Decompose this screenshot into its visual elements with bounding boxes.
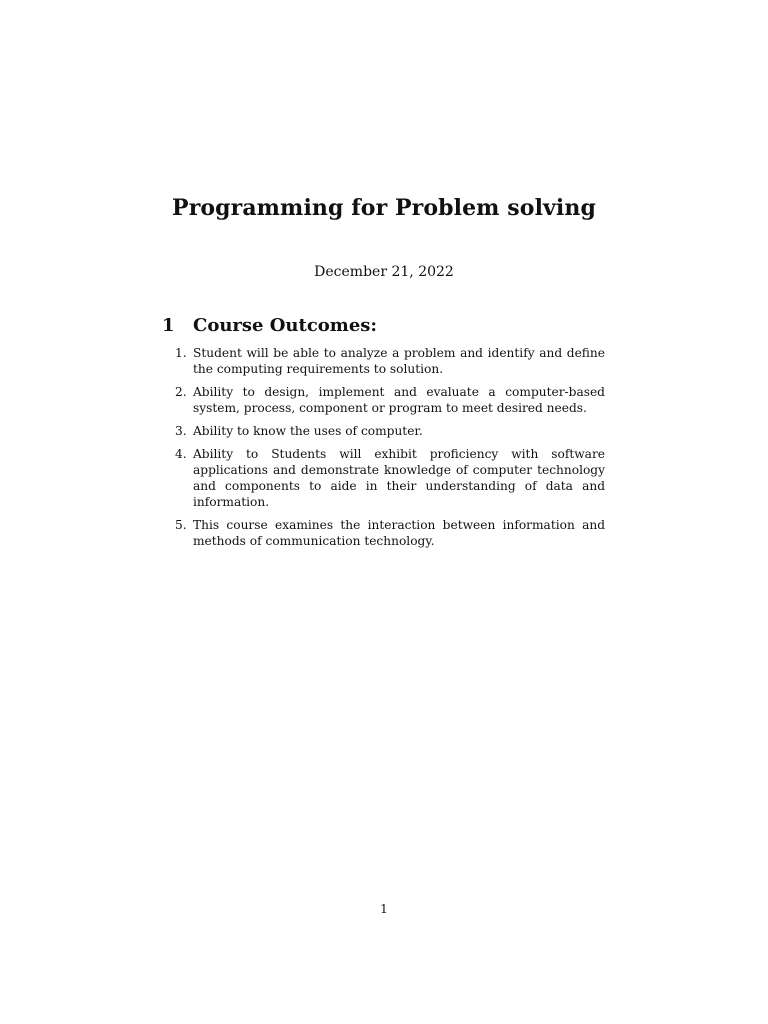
outcomes-list: [175, 345, 605, 556]
section-title: Course Outcomes:: [193, 315, 378, 336]
page-number: 1: [380, 902, 388, 916]
list-item-text: Student will be able to analyze a problem and identify and define the computing requirements to solution.: [193, 346, 605, 376]
document-title: Programming for Problem solving: [172, 195, 596, 221]
list-item: [175, 446, 605, 510]
list-item: [175, 423, 605, 439]
list-item: [175, 345, 605, 377]
document-date: December 21, 2022: [314, 264, 454, 280]
list-item-number: 3.: [175, 424, 187, 438]
list-item-number: 1.: [175, 346, 187, 360]
list-item-number: 4.: [175, 447, 187, 461]
list-item: [175, 384, 605, 416]
list-item: [175, 517, 605, 549]
section-heading: [162, 315, 377, 336]
list-item-number: 2.: [175, 385, 187, 399]
list-item-text: This course examines the interaction between information and methods of communication technology.: [193, 518, 605, 548]
list-item-text: Ability to know the uses of computer.: [193, 424, 423, 438]
section-number: 1: [162, 315, 175, 336]
list-item-text: Ability to Students will exhibit proficiency with software applications and demonstrate knowledge of computer technology and components to aide in their understanding of data and information.: [193, 447, 605, 509]
list-item-number: 5.: [175, 518, 187, 532]
list-item-text: Ability to design, implement and evaluate a computer-based system, process, component or program to meet desired needs.: [193, 385, 605, 415]
